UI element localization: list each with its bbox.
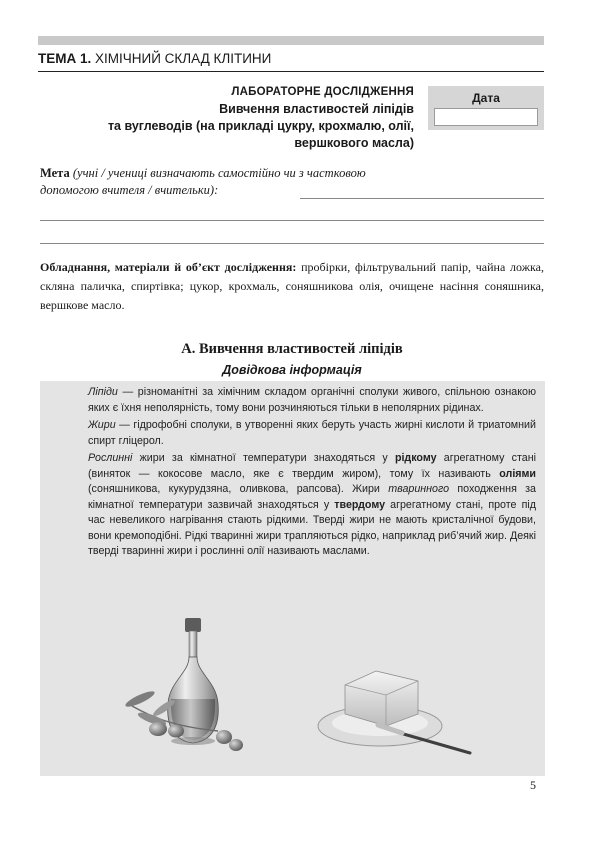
equipment-block — [40, 258, 544, 315]
lab-subtitle-2: та вуглеводів (на прикладі цукру, крохмалю, олії, — [107, 119, 414, 133]
lab-subtitle-3: вершкового масла) — [294, 136, 414, 150]
date-label: Дата — [472, 91, 500, 105]
page-number: 5 — [530, 778, 536, 792]
bold-liquid: рідкому — [394, 452, 437, 464]
goal-answer-line-2[interactable] — [40, 220, 544, 221]
term-animal: тваринного — [388, 483, 450, 495]
goal-text-1: (учні / учениці визначають самостійно чи з частковою — [72, 166, 366, 180]
equipment-label: Обладнання, матеріали й об’єкт дослідження: — [40, 260, 297, 274]
goal-text-2: допомогою вчителя / вчительки): — [40, 183, 219, 197]
term-plant: Рослинні — [88, 452, 133, 464]
fats-definition: — гідрофобні сполуки, в утворенні яких беруть участь жирні кислоти й триатомний спирт гліцерол. — [88, 419, 536, 447]
goal-block — [40, 165, 544, 199]
goal-answer-line-3[interactable] — [40, 243, 544, 244]
illustrations — [40, 381, 545, 776]
reference-panel — [40, 381, 545, 776]
reference-title: Довідкова інформація — [222, 363, 362, 377]
goal-answer-line-1[interactable] — [300, 198, 544, 199]
lipids-definition: — різноманітні за хімічним складом органічні сполуки живого, спільною ознакою яких є їхня неполярність, тому вони розчиняються тільки в неполярних рідинах. — [88, 386, 536, 414]
oils-text-2: агрегатному стані (виняток — кокосове масло, яке є твердим жиром), тому їх називають — [88, 452, 537, 480]
lab-heading: ЛАБОРАТОРНЕ ДОСЛІДЖЕННЯ — [231, 86, 414, 98]
goal-label: Мета — [40, 166, 70, 180]
bold-solid: твердому — [334, 498, 386, 511]
topic-title: ХІМІЧНИЙ СКЛАД КЛІТИНИ — [95, 51, 272, 66]
bold-oils: оліями — [499, 467, 536, 480]
topic-label: ТЕМА 1. — [38, 51, 92, 66]
date-box — [428, 86, 544, 130]
top-bar — [38, 36, 544, 45]
equipment-text: пробірки, фільтрувальний папір, чайна ложка, скляна паличка, спиртівка; цукор, крохмаль, соняшникова олія, очищене насіння соняшника, вершкове масло. — [40, 260, 544, 312]
term-fats: Жири — [88, 419, 116, 431]
topic-header — [38, 50, 544, 72]
butter-plate-icon — [318, 671, 470, 753]
lab-heading-block — [40, 84, 414, 152]
lab-subtitle-1: Вивчення властивостей ліпідів — [219, 102, 414, 116]
date-field[interactable] — [434, 108, 538, 126]
section-a-title: А. Вивчення властивостей ліпідів — [181, 341, 403, 357]
oils-text-4: походження за кімнатної температури зазвичай знаходяться у — [88, 483, 537, 511]
oils-text-5: агрегатному стані, проте під час невеликого нагрівання стають рідкими. Тверді жири не мають кристалічної будови, вони кремоподібні. Рідкі тваринні жири трапляються рідко, наприклад риб’ячий жир. Деякі тверді тваринні жири і рослинні олії називають маслами. — [88, 498, 536, 557]
oils-text-1: жири за кімнатної температури знаходяться у — [132, 452, 395, 464]
term-lipids: Ліпіди — [88, 386, 118, 398]
oils-text-3: (соняшникова, кукурудзяна, оливкова, рапсова). Жири — [88, 483, 389, 495]
